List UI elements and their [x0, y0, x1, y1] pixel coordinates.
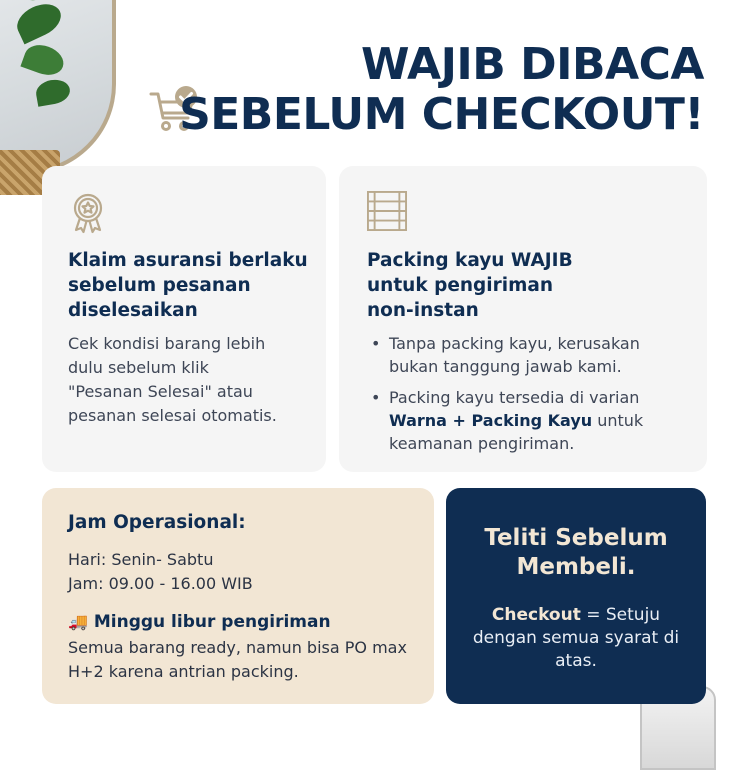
delivery-truck-icon: 🚚 — [68, 612, 88, 631]
packing-bullet-list — [367, 332, 687, 463]
cta-body — [466, 604, 686, 673]
header-line-1: WAJIB DIBACA — [360, 39, 704, 90]
packing-card-title — [367, 248, 687, 323]
insurance-card-title: Klaim asuransi berlaku sebelum pesanan diselesaikan — [68, 250, 308, 321]
wooden-crate-icon — [367, 190, 407, 232]
sunday-notice-body: Semua barang ready, namun bisa PO max H+2 karena antrian packing. — [68, 638, 407, 681]
sunday-title-text: Minggu libur pengiriman — [93, 612, 331, 632]
cta-title: Teliti Sebelum Membeli. — [484, 525, 668, 580]
insurance-card-body: Cek kondisi barang lebih dulu sebelum klik "Pesanan Selesai" atau pesanan selesai otomatis. — [68, 334, 277, 425]
cta-checkout-word: Checkout — [491, 605, 581, 625]
operational-hours-card — [42, 488, 434, 704]
ops-title: Jam Operasional: — [68, 512, 246, 533]
insurance-card — [42, 166, 326, 472]
packing-bullet-2-pre: Packing kayu tersedia di varian — [389, 388, 640, 407]
decorative-mirror-image — [0, 0, 116, 174]
packing-bullet-1: • Tanpa packing kayu, kerusakan bukan tanggung jawab kami. — [367, 332, 687, 378]
ops-hours: Jam: 09.00 - 16.00 WIB — [68, 574, 253, 593]
page-header — [179, 40, 704, 140]
cta-body-rest: = Setuju dengan semua syarat di atas. — [472, 605, 680, 671]
award-badge-icon — [68, 192, 108, 234]
ops-days: Hari: Senin- Sabtu — [68, 550, 214, 569]
packing-title-bold: WAJIB — [510, 250, 573, 271]
checkout-notice-card — [446, 488, 706, 704]
packing-card — [339, 166, 707, 472]
packing-bullet-2-bold: Warna + Packing Kayu — [389, 411, 593, 430]
packing-bullet-2-post: untuk keamanan pengiriman. — [389, 411, 644, 453]
header-line-2: SEBELUM CHECKOUT! — [179, 89, 704, 140]
packing-title-post: untuk pengiriman non-instan — [367, 275, 554, 321]
sunday-notice-title — [68, 612, 331, 632]
packing-title-pre: Packing kayu — [367, 250, 511, 271]
packing-bullet-2 — [367, 386, 687, 455]
